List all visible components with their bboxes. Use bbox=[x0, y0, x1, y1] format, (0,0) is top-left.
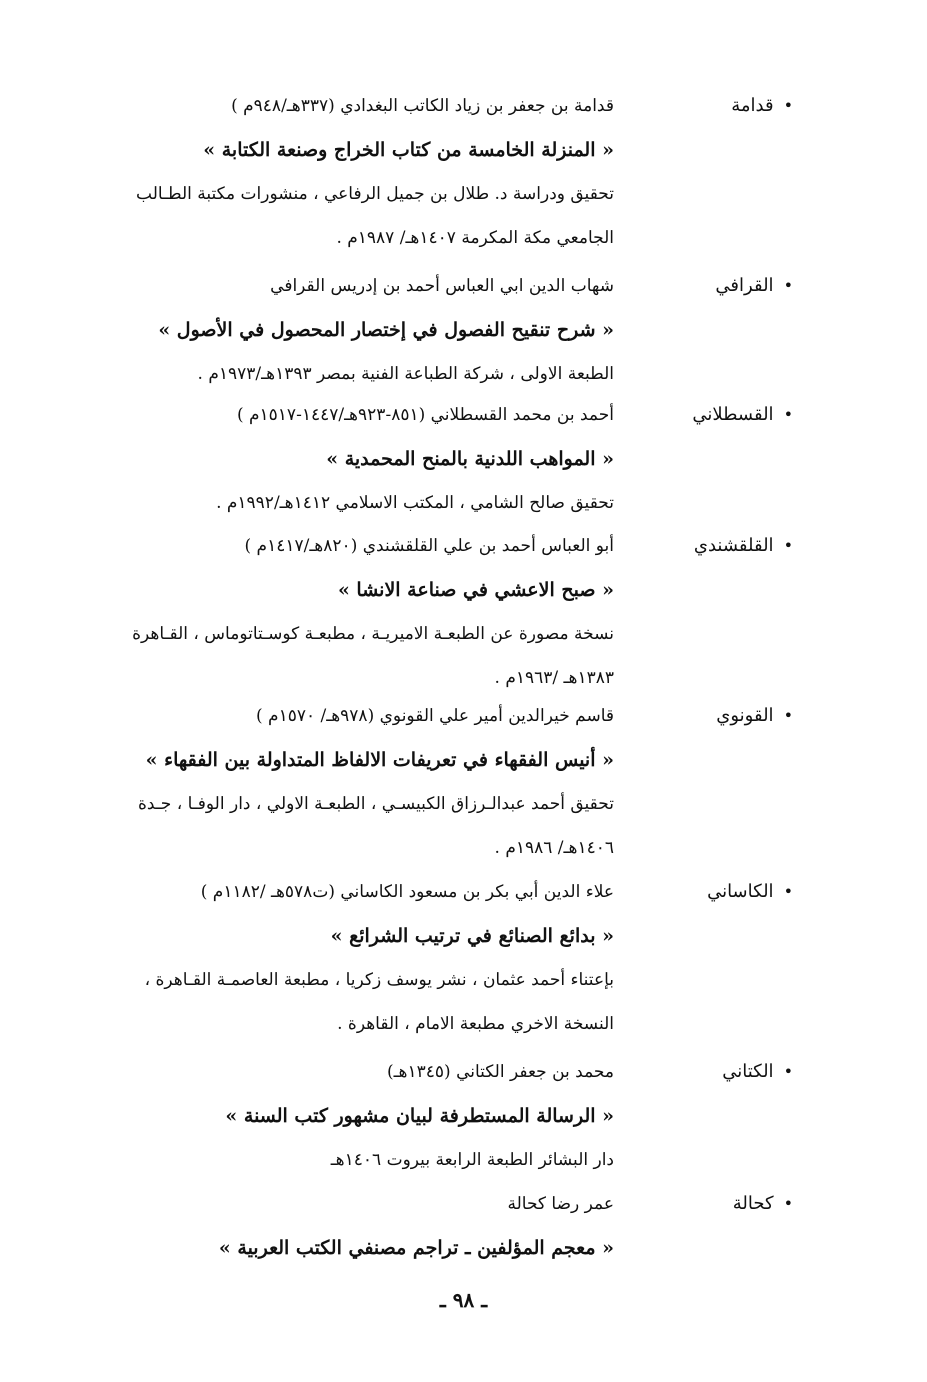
entry-author-key bbox=[731, 84, 793, 128]
bibliography-entry bbox=[0, 870, 927, 1046]
bullet-icon: • bbox=[783, 1062, 793, 1081]
entry-text-line: أحمد بن محمد القسطلاني (٨٥١-٩٢٣هـ/١٤٤٧-١٥١٧م ) bbox=[236, 405, 614, 425]
entry-text-line: محمد بن جعفر الكتاني (١٣٤٥هـ) bbox=[386, 1062, 614, 1082]
entry-name: القرافي bbox=[715, 275, 774, 296]
bibliography-entry bbox=[0, 1050, 927, 1182]
entry-text-line: دار البشائر الطبعة الرابعة بيروت ١٤٠٦هـ bbox=[330, 1150, 614, 1170]
entry-book-title: « المنزلة الخامسة من كتاب الخراج وصنعة الكتابة » bbox=[203, 139, 614, 161]
entry-author-key bbox=[715, 264, 793, 308]
bibliography-entry bbox=[0, 393, 927, 525]
entry-author-key bbox=[707, 870, 793, 914]
entry-text-line: ١٣٨٣هـ /١٩٦٣م . bbox=[494, 668, 614, 688]
entry-name: القلقشندي bbox=[693, 535, 774, 556]
entry-text-line: ١٤٠٦هـ/ ١٩٨٦م . bbox=[494, 838, 614, 858]
entry-book-title: « شرح تنقيح الفصول في إختصار المحصول في الأصول » bbox=[158, 319, 614, 341]
entry-text-line: النسخة الاخري مطبعة الامام ، القاهرة . bbox=[337, 1014, 614, 1034]
entry-text-line: نسخة مصورة عن الطبعـة الاميريـة ، مطبعـة كوسـتاتوماس ، القـاهرة bbox=[132, 624, 614, 644]
entry-book-title: « معجم المؤلفين ـ تراجم مصنفي الكتب العربية » bbox=[218, 1237, 614, 1259]
entry-text-line: الطبعة الاولى ، شركة الطباعة الفنية بمصر ١٣٩٣هـ/١٩٧٣م . bbox=[197, 364, 614, 384]
entry-name: الكاساني bbox=[707, 881, 774, 902]
entry-text-line: قدامة بن جعفر بن زياد الكاتب البغدادي (٣٣٧هـ/٩٤٨م ) bbox=[231, 96, 614, 116]
bibliography-entry bbox=[0, 1182, 927, 1270]
entry-text-line: تحقيق ودراسة د. طلال بن جميل الرفاعي ، منشورات مكتبة الطـالب bbox=[136, 184, 614, 204]
entry-text-line: علاء الدين أبي بكر بن مسعود الكاساني (ت٥٧٨هـ /١١٨٢م ) bbox=[200, 882, 614, 902]
bullet-icon: • bbox=[783, 276, 793, 295]
entry-author-key bbox=[722, 1050, 793, 1094]
bibliography-entry bbox=[0, 264, 927, 396]
entry-text-line: شهاب الدين ابي العباس أحمد بن إدريس القرافي bbox=[270, 276, 614, 296]
bibliography-entry bbox=[0, 84, 927, 260]
bibliography-entry bbox=[0, 694, 927, 870]
entry-book-title: « بدائع الصنائع في ترتيب الشرائع » bbox=[330, 925, 614, 947]
entry-book-title: « المواهب اللدنية بالمنح المحمدية » bbox=[326, 448, 614, 470]
bullet-icon: • bbox=[783, 1194, 793, 1213]
entry-text-line: عمر رضا كحالة bbox=[507, 1194, 614, 1214]
bullet-icon: • bbox=[783, 405, 793, 424]
entry-author-key bbox=[692, 393, 793, 437]
entry-author-key bbox=[716, 694, 793, 738]
entry-text-line: الجامعي مكة المكرمة ١٤٠٧هـ/ ١٩٨٧م . bbox=[336, 228, 614, 248]
bullet-icon: • bbox=[783, 536, 793, 555]
bullet-icon: • bbox=[783, 882, 793, 901]
bullet-icon: • bbox=[783, 96, 793, 115]
entry-text-line: قاسم خيرالدين أمير علي القونوي (٩٧٨هـ/ ١٥٧٠م ) bbox=[256, 706, 614, 726]
entry-book-title: « الرسالة المستطرفة لبيان مشهور كتب السنة » bbox=[225, 1105, 614, 1127]
entry-name: كحالة bbox=[732, 1193, 774, 1214]
entry-name: الكتاني bbox=[722, 1061, 774, 1082]
entry-name: قدامة bbox=[731, 95, 774, 116]
page-number: ـ ٩٨ ـ bbox=[439, 1288, 488, 1312]
bibliography-entry bbox=[0, 524, 927, 700]
entry-text-line: أبو العباس أحمد بن علي القلقشندي (٨٢٠هـ/١٤١٧م ) bbox=[244, 536, 614, 556]
entry-book-title: « أنيس الفقهاء في تعريفات الالفاظ المتداولة بين الفقهاء » bbox=[145, 749, 614, 771]
entry-text-line: بإعتناء أحمد عثمان ، نشر يوسف زكريا ، مطبعة العاصمـة القـاهرة ، bbox=[144, 970, 614, 990]
entry-book-title: « صبح الاعشي في صناعة الانشا » bbox=[337, 579, 614, 601]
entry-author-key bbox=[733, 1182, 793, 1226]
entry-text-line: تحقيق صالح الشامي ، المكتب الاسلامي ١٤١٢هـ/١٩٩٢م . bbox=[216, 493, 614, 513]
entry-name: القونوي bbox=[716, 705, 774, 726]
entry-text-line: تحقيق أحمد عبدالـرزاق الكبيسـي ، الطبعـة الاولي ، دار الوفـا ، جـدة bbox=[138, 794, 614, 814]
entry-author-key bbox=[694, 524, 793, 568]
entry-name: القسطلاني bbox=[692, 404, 774, 425]
bullet-icon: • bbox=[783, 706, 793, 725]
